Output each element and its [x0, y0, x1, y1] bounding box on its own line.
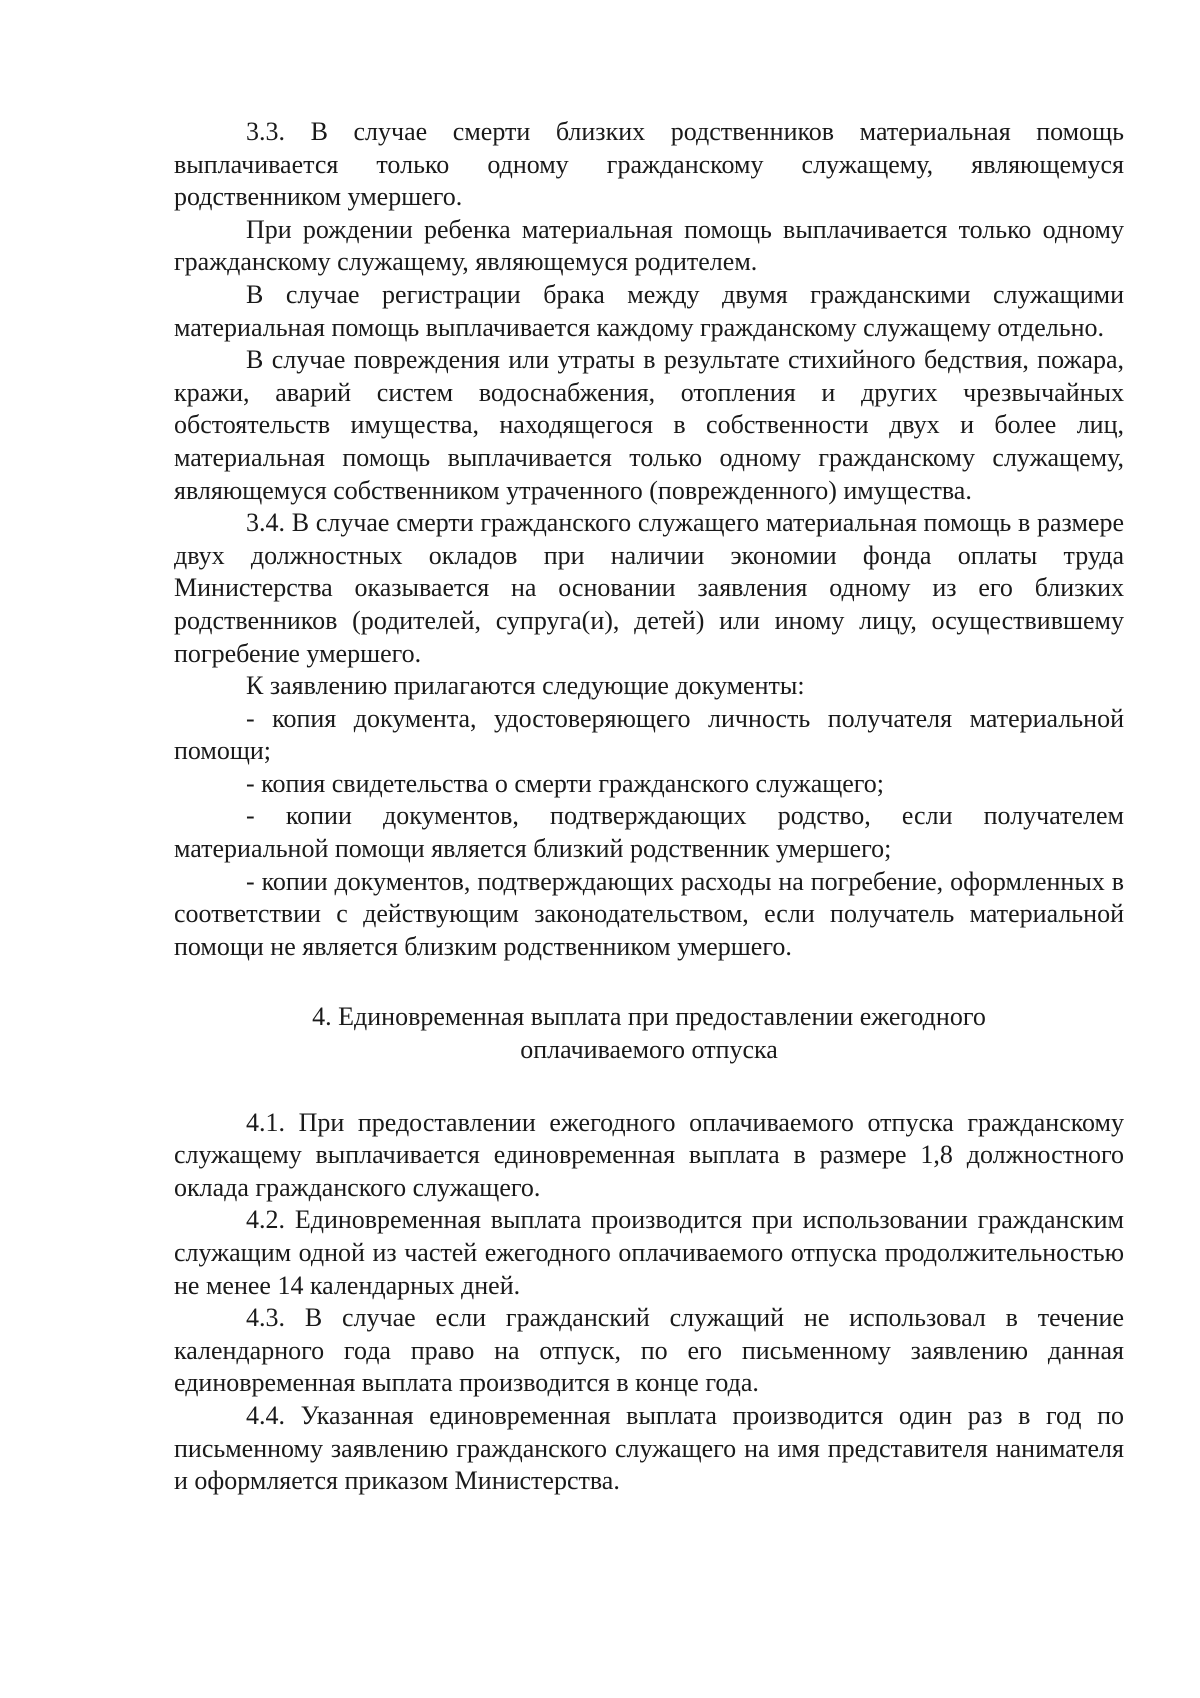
paragraph-3-4-a: 3.4. В случае смерти гражданского служащего материальная помощь в размере двух должностных окладов при наличии экономии фонда оплаты труда Министерства оказывается на основании заявления одному из его близких родственников (родителей, супруга(и), детей) или иному лицу, осуществившему погребение умершего. — [174, 508, 1124, 668]
paragraph-4-1: 4.1. При предоставлении ежегодного оплачиваемого отпуска гражданскому служащему выплачивается единовременная выплата в размере 1,8 должностного оклада гражданского служащего. — [174, 1107, 1124, 1202]
paragraph-3-3-d: В случае повреждения или утраты в результате стихийного бедствия, пожара, кражи, аварий систем водоснабжения, отопления и других чрезвычайных обстоятельств имущества, находящегося в собственности двух и более лиц, материальная помощь выплачивается только одному гражданскому служащему, являющемуся собственником утраченного (поврежденного) имущества. — [174, 345, 1124, 505]
section-4-heading-line-2: оплачиваемого отпуска — [520, 1035, 778, 1065]
paragraph-3-3-b: При рождении ребенка материальная помощь выплачивается только одному гражданскому служащему, являющемуся родителем. — [174, 214, 1124, 277]
paragraph-4-3: 4.3. В случае если гражданский служащий не использовал в течение календарного года право на отпуск, по его письменному заявлению данная единовременная выплата производится в конце года. — [174, 1303, 1124, 1398]
spacer — [174, 1067, 1124, 1107]
spacer — [174, 963, 1124, 1001]
list-item-kinship-documents: - копии документов, подтверждающих родство, если получателем материальной помощи является близкий родственник умершего; — [174, 801, 1124, 864]
paragraph-3-4-b: К заявлению прилагаются следующие документы: — [246, 671, 805, 701]
list-item-funeral-expense-documents: - копии документов, подтверждающих расходы на погребение, оформленных в соответствии с действующим законодательством, если получатель материальной помощи не является близким родственником умершего. — [174, 866, 1124, 961]
list-item-death-certificate: - копия свидетельства о смерти гражданского служащего; — [246, 768, 885, 798]
paragraph-4-4: 4.4. Указанная единовременная выплата производится один раз в год по письменному заявлению гражданского служащего на имя представителя нанимателя и оформляется приказом Министерства. — [174, 1400, 1124, 1496]
list-item-identity-document: - копия документа, удостоверяющего личность получателя материальной помощи; — [174, 703, 1124, 766]
paragraph-3-3-c: В случае регистрации брака между двумя гражданскими служащими материальная помощь выплачивается каждому гражданскому служащему отдельно. — [174, 279, 1124, 342]
paragraph-4-2: 4.2. Единовременная выплата производится при использовании гражданским служащим одной из частей ежегодного оплачиваемого отпуска продолжительностью не менее 14 календарных дней. — [174, 1205, 1124, 1300]
section-4-heading-line-1: 4. Единовременная выплата при предоставлении ежегодного — [312, 1002, 986, 1032]
document-body — [174, 116, 1124, 1498]
paragraph-3-3-a: 3.3. В случае смерти близких родственников материальная помощь выплачивается только одному гражданскому служащему, являющемуся родственником умершего. — [174, 117, 1124, 212]
